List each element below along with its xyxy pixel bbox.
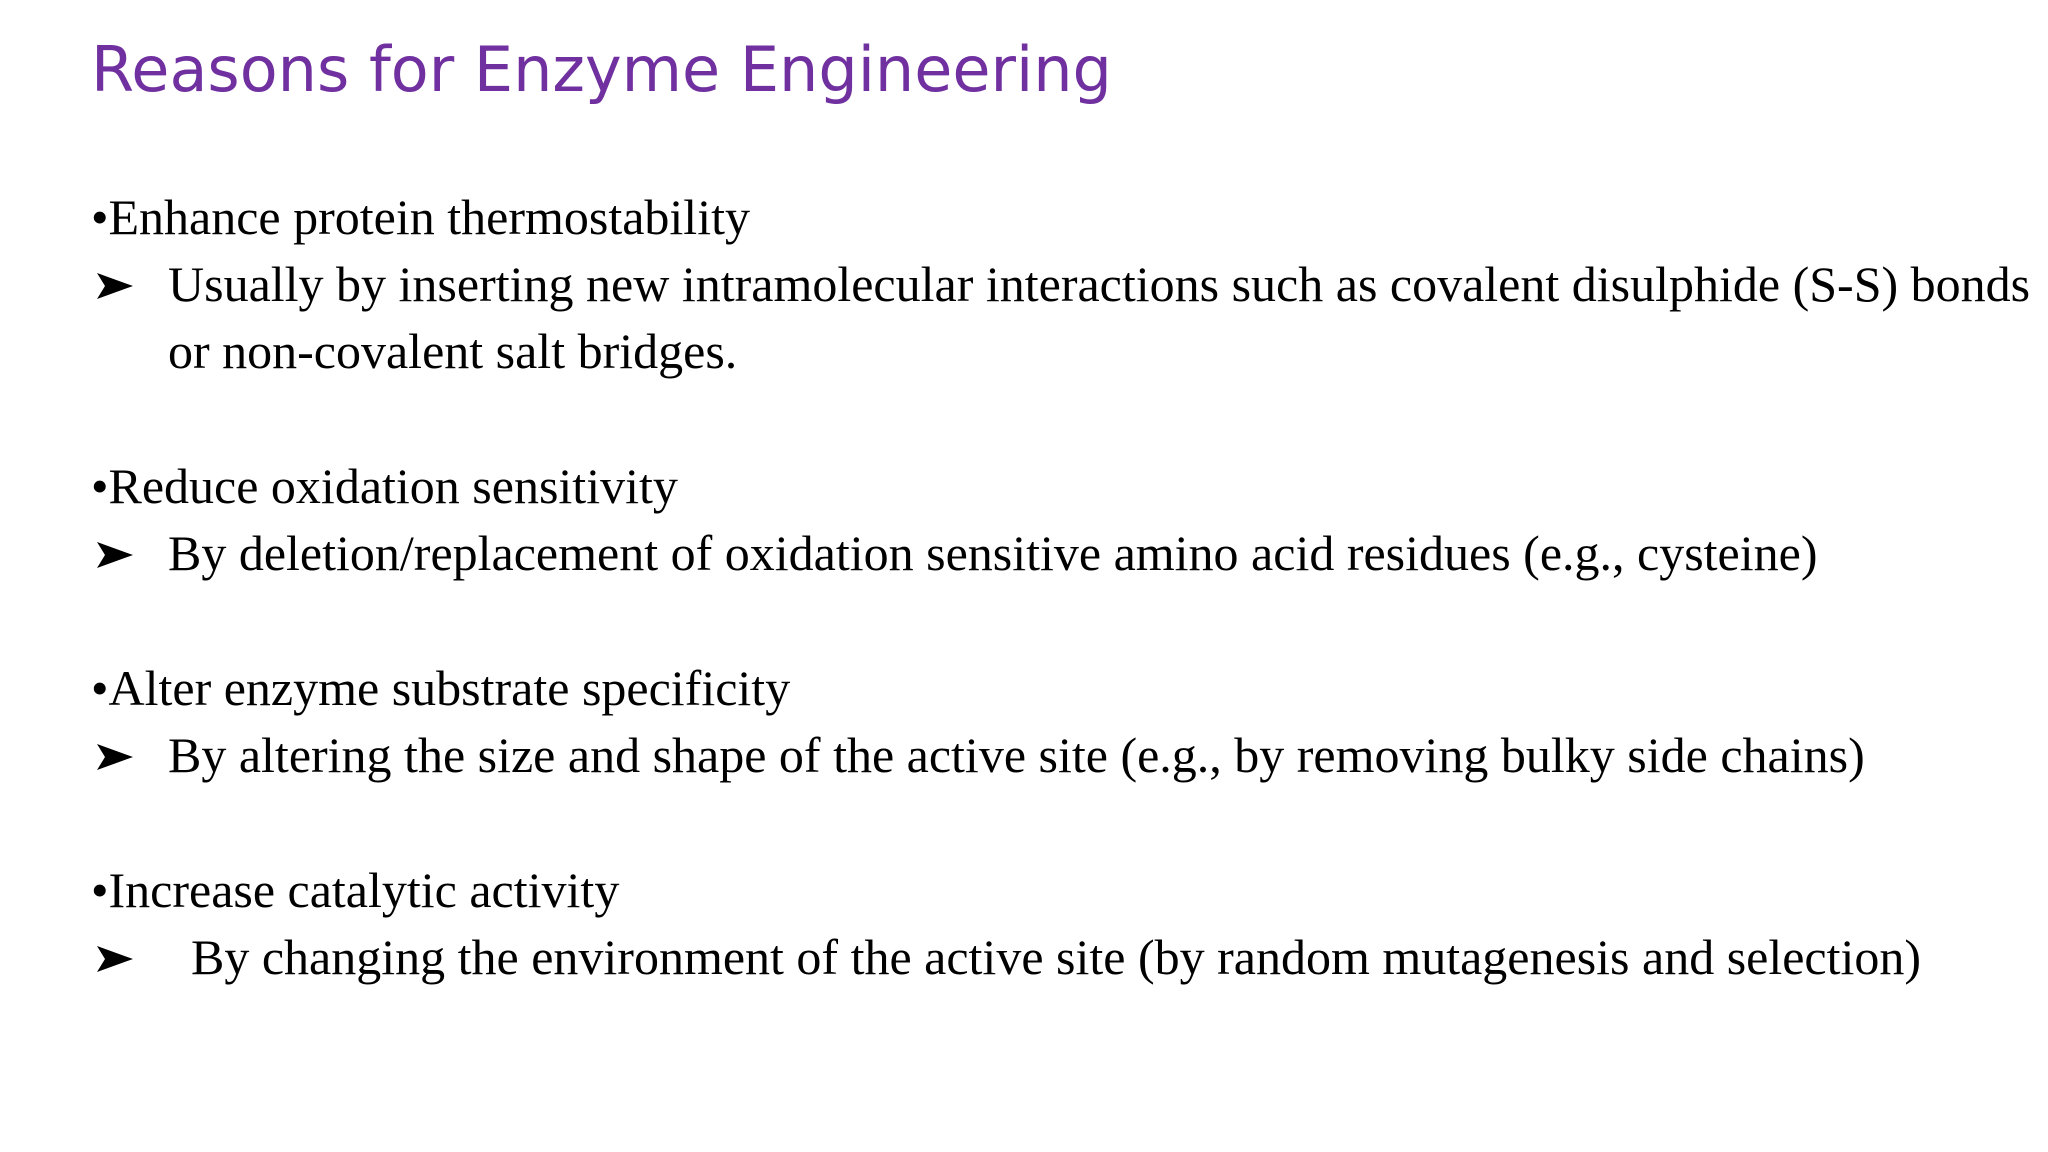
point-specificity xyxy=(91,654,2031,789)
point-detail-line xyxy=(91,722,2031,789)
slide-body xyxy=(91,183,2031,991)
arrowhead-bullet-icon xyxy=(91,924,141,991)
slide-title: Reasons for Enzyme Engineering xyxy=(91,33,1112,106)
point-detail: By deletion/replacement of oxidation sensitive amino acid residues (e.g., cysteine) xyxy=(168,525,1818,581)
point-oxidation xyxy=(91,452,2031,587)
point-detail: Usually by inserting new intramolecular interactions such as covalent disulphide (S-S) bonds or non-covalent salt bridges. xyxy=(168,256,2031,379)
point-thermostability xyxy=(91,183,2031,385)
point-heading: •Reduce oxidation sensitivity xyxy=(91,458,678,514)
point-detail: By altering the size and shape of the active site (e.g., by removing bulky side chains) xyxy=(168,727,1865,783)
point-detail: By changing the environment of the active site (by random mutagenesis and selection) xyxy=(191,929,1922,985)
point-detail-line xyxy=(91,520,2031,587)
point-detail-line xyxy=(91,924,2031,991)
point-heading: •Increase catalytic activity xyxy=(91,862,620,918)
arrowhead-bullet-icon xyxy=(91,722,141,789)
arrowhead-bullet-icon xyxy=(91,520,141,587)
arrowhead-bullet-icon xyxy=(91,251,141,318)
point-catalytic-activity xyxy=(91,856,2031,991)
point-detail-line xyxy=(91,251,2031,385)
point-heading: •Alter enzyme substrate specificity xyxy=(91,660,791,716)
point-heading: •Enhance protein thermostability xyxy=(91,189,750,245)
